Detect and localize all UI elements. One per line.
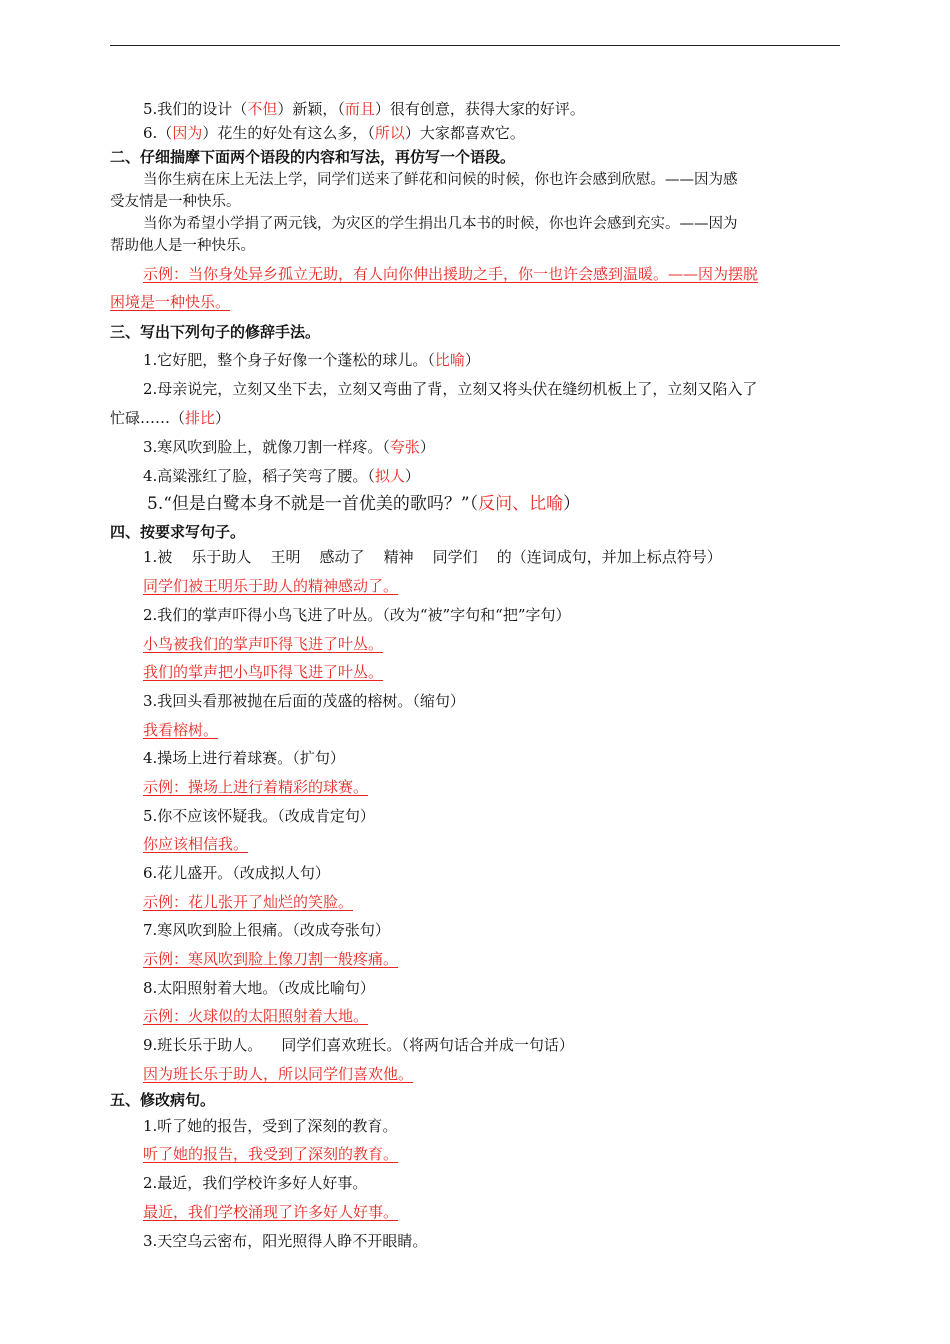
- paragraph-1-line-2: 受友情是一种快乐。: [110, 194, 241, 210]
- sentence-q7: 7.寒风吹到脸上很痛。（改成夸张句）: [143, 921, 390, 939]
- section-2-heading: 二、仔细揣摩下面两个语段的内容和写法，再仿写一个语段。: [110, 148, 516, 166]
- answer: 而且: [344, 100, 375, 118]
- rhetoric-q4: 4.高粱涨红了脸，稻子笑弯了腰。（拟人）: [143, 467, 420, 485]
- section-4-heading: 四、按要求写句子。: [110, 523, 246, 541]
- sentence-a8: 示例：火球似的太阳照射着大地。: [143, 1007, 369, 1025]
- answer: 反问、比喻: [478, 494, 564, 514]
- rhetoric-q1: 1.它好肥，整个身子好像一个蓬松的球儿。（比喻）: [143, 351, 480, 369]
- paragraph-2-line-2: 帮助他人是一种快乐。: [110, 238, 255, 254]
- sentence-a5: 你应该相信我。: [143, 835, 249, 853]
- example-line-1: 示例：当你身处异乡孤立无助，有人向你伸出援助之手，你一也许会感到温暖。——因为摆脱: [143, 265, 759, 283]
- sentence-q4: 4.操场上进行着球赛。（扩句）: [143, 749, 345, 767]
- section-3-heading: 三、写出下列句子的修辞手法。: [110, 323, 321, 341]
- answer: 因为: [172, 124, 203, 142]
- answer: 排比: [185, 409, 216, 427]
- sentence-q8: 8.太阳照射着大地。（改成比喻句）: [143, 979, 375, 997]
- header-rule: [110, 45, 840, 46]
- sentence-a2a: 小鸟被我们的掌声吓得飞进了叶丛。: [143, 635, 384, 653]
- sentence-q6: 6.花儿盛开。（改成拟人句）: [143, 864, 330, 882]
- sentence-q1: 1.被 乐于助人 王明 感动了 精神 同学们 的（连词成句，并加上标点符号）: [143, 548, 722, 566]
- answer: 不但: [247, 100, 278, 118]
- sentence-q2: 2.我们的掌声吓得小鸟飞进了叶丛。（改为“被”字句和“把”字句）: [143, 606, 571, 624]
- rhetoric-q3: 3.寒风吹到脸上，就像刀割一样疼。（夸张）: [143, 438, 435, 456]
- correction-a2: 最近，我们学校涌现了许多好人好事。: [143, 1203, 399, 1221]
- answer: 夸张: [389, 438, 420, 456]
- rhetoric-q5: 5.“但是白鹭本身不就是一首优美的歌吗？”（反问、比喻）: [147, 494, 581, 514]
- sentence-a9: 因为班长乐于助人，所以同学们喜欢他。: [143, 1065, 414, 1083]
- item-6-peanut: 6.（因为）花生的好处有这么多，（所以）大家都喜欢它。: [143, 124, 525, 142]
- correction-q1: 1.听了她的报告，受到了深刻的教育。: [143, 1117, 398, 1135]
- paragraph-1-line-1: 当你生病在床上无法上学，同学们送来了鲜花和问候的时候，你也许会感到欣慰。——因为感: [143, 172, 738, 188]
- sentence-a6: 示例：花儿张开了灿烂的笑脸。: [143, 893, 354, 911]
- correction-a1: 听了她的报告，我受到了深刻的教育。: [143, 1145, 399, 1163]
- paragraph-2-line-1: 当你为希望小学捐了两元钱，为灾区的学生捐出几本书的时候，你也许会感到充实。——因为: [143, 216, 738, 232]
- example-line-2: 困境是一种快乐。: [110, 293, 231, 311]
- correction-q2: 2.最近，我们学校许多好人好事。: [143, 1174, 368, 1192]
- sentence-a3: 我看榕树。: [143, 721, 219, 739]
- item-5-design: 5.我们的设计（不但）新颖，（而且）很有创意，获得大家的好评。: [143, 100, 585, 118]
- sentence-a4: 示例：操场上进行着精彩的球赛。: [143, 778, 369, 796]
- sentence-a7: 示例：寒风吹到脸上像刀割一般疼痛。: [143, 950, 399, 968]
- sentence-a2b: 我们的掌声把小鸟吓得飞进了叶丛。: [143, 663, 384, 681]
- sentence-q9: 9.班长乐于助人。 同学们喜欢班长。（将两句话合并成一句话）: [143, 1036, 574, 1054]
- answer: 拟人: [374, 467, 405, 485]
- rhetoric-q2-line-1: 2.母亲说完，立刻又坐下去，立刻又弯曲了背，立刻又将头伏在缝纫机板上了，立刻又陷入了: [143, 380, 758, 398]
- section-5-heading: 五、修改病句。: [110, 1091, 216, 1109]
- sentence-a1: 同学们被王明乐于助人的精神感动了。: [143, 577, 399, 595]
- answer: 比喻: [434, 351, 465, 369]
- correction-q3: 3.天空乌云密布，阳光照得人睁不开眼睛。: [143, 1232, 428, 1250]
- sentence-q5: 5.你不应该怀疑我。（改成肯定句）: [143, 807, 375, 825]
- sentence-q3: 3.我回头看那被抛在后面的茂盛的榕树。（缩句）: [143, 692, 465, 710]
- rhetoric-q2-line-2: 忙碌……（排比）: [110, 409, 231, 427]
- answer: 所以: [374, 124, 405, 142]
